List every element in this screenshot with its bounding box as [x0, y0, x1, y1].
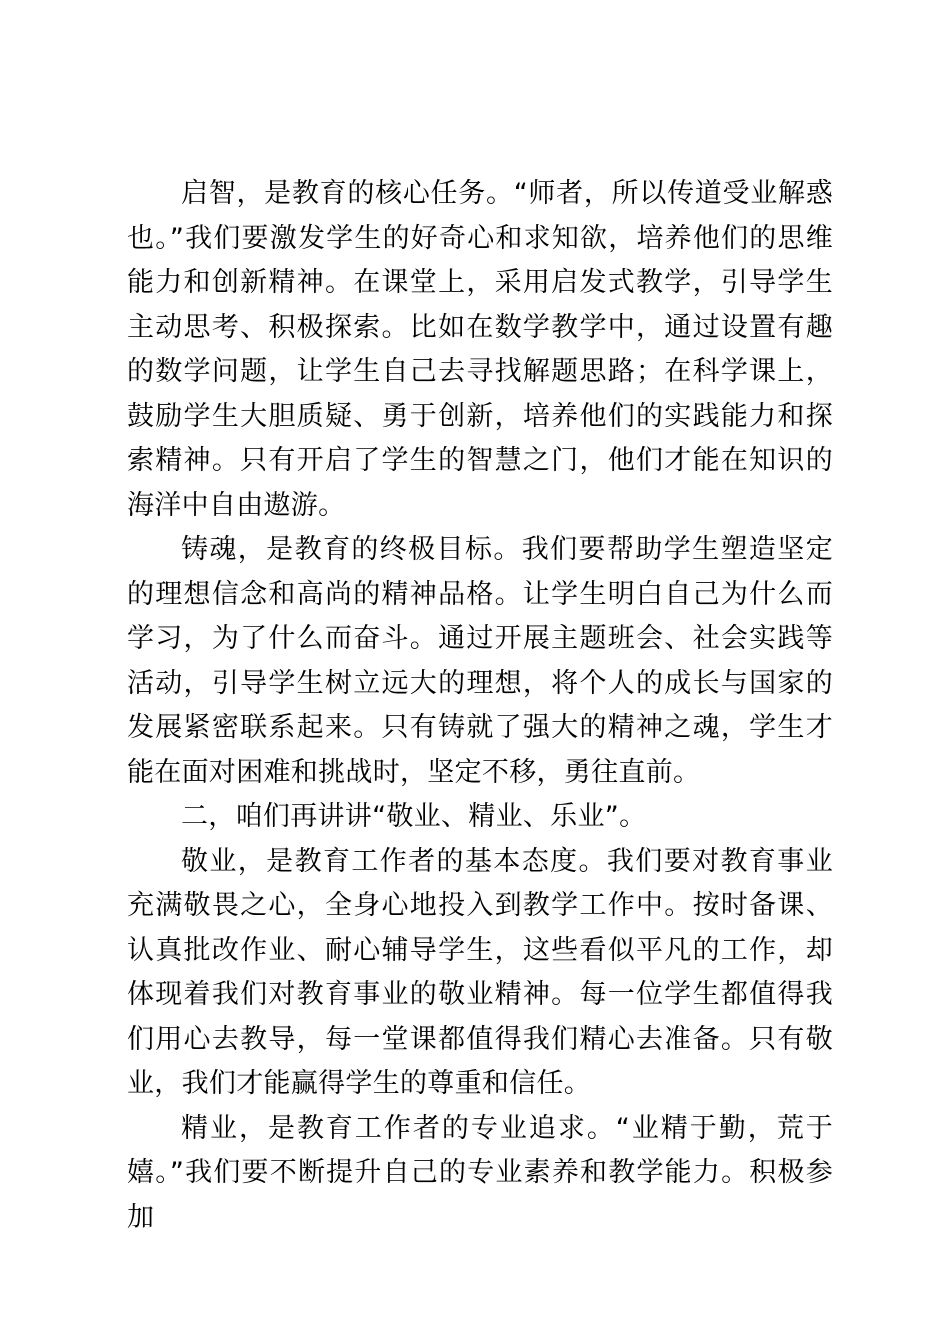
paragraph-qizhi: 启智，是教育的核心任务。“师者，所以传道受业解惑也。”我们要激发学生的好奇心和求知欲，培养他们的思维能力和创新精神。在课堂上，采用启发式教学，引导学生主动思考、积极探索。比如在数学教学中，通过设置有趣的数学问题，让学生自己去寻找解题思路；在科学课上，鼓励学生大胆质疑、勇于创新，培养他们的实践能力和探索精神。只有开启了学生的智慧之门，他们才能在知识的海洋中自由遨游。	[127, 178, 833, 521]
paragraph-zhuhun: 铸魂，是教育的终极目标。我们要帮助学生塑造坚定的理想信念和高尚的精神品格。让学生明白自己为什么而学习，为了什么而奋斗。通过开展主题班会、社会实践等活动，引导学生树立远大的理想，将个人的成长与国家的发展紧密联系起来。只有铸就了强大的精神之魂，学生才能在面对困难和挑战时，坚定不移，勇往直前。	[127, 534, 833, 788]
paragraph-section-two-heading: 二，咱们再讲讲“敬业、精业、乐业”。	[181, 801, 647, 832]
paragraph-jingye: 敬业，是教育工作者的基本态度。我们要对教育事业充满敬畏之心，全身心地投入到教学工作中。按时备课、认真批改作业、耐心辅导学生，这些看似平凡的工作，却体现着我们对教育事业的敬业精神。每一位学生都值得我们用心去教导，每一堂课都值得我们精心去准备。只有敬业，我们才能赢得学生的尊重和信任。	[127, 845, 833, 1099]
paragraph-jingye-professional: 精业，是教育工作者的专业追求。“业精于勤，荒于嬉。”我们要不断提升自己的专业素养和教学能力。积极参加	[127, 1112, 833, 1233]
document-body	[127, 172, 833, 1240]
